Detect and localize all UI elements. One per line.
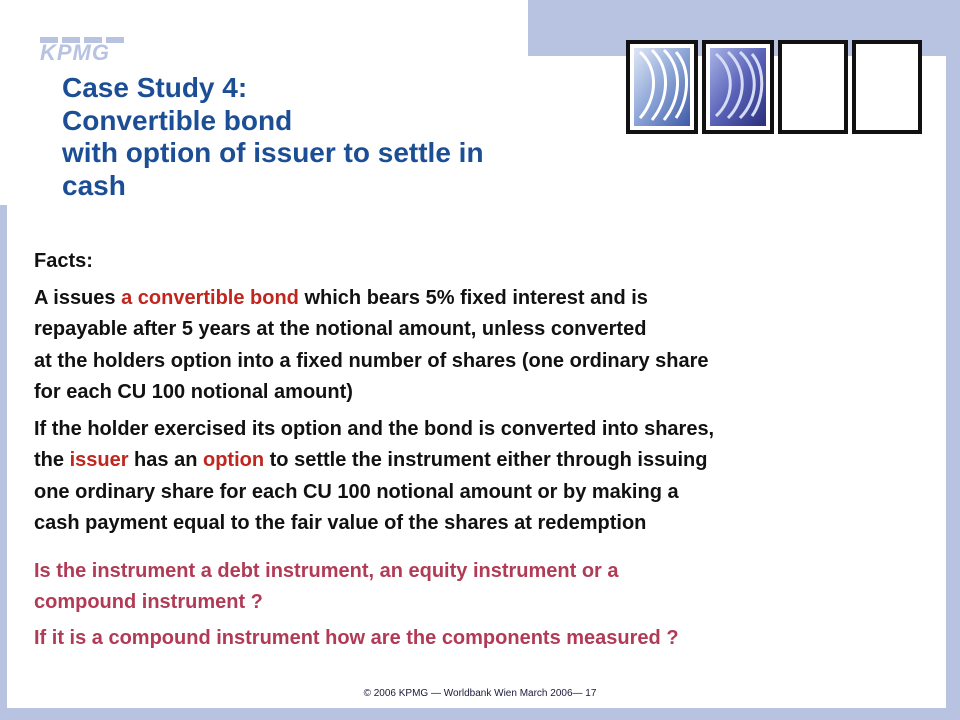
text-run: which bears 5% fixed interest and is [298,286,648,309]
facts-paragraph-2 [34,414,946,540]
title-line: with option of issuer to settle in [62,137,484,168]
highlight-issuer: issuer [69,449,129,471]
text-run: has an [128,449,203,471]
empty-frame [854,42,920,132]
bottom-decorative-band [0,708,960,720]
facts-paragraph-1 [34,283,946,409]
facts-p2-line-1: If the holder exercised its option and the bond is converted into shares, [34,417,715,440]
facts-p1-line-2: repayable after 5 years at the notional amount, unless converted [34,318,647,340]
photo-frame [628,42,696,132]
question-1-line-2: compound instrument ? [34,591,263,613]
logo-text: KPMG [40,40,110,64]
facts-p2-line-2 [34,445,946,477]
facts-p2-line-3: one ordinary share for each CU 100 notional amount or by making a [34,480,679,503]
photo-strip [626,40,924,136]
question-1-line-1: Is the instrument a debt instrument, an equity instrument or a [34,559,619,582]
title-line: cash [62,169,126,201]
facts-p1-line-3: at the holders option into a fixed number of shares (one ordinary share [34,349,709,372]
footer: © 2006 KPMG — Worldbank Wien March 2006— 17 [363,688,597,699]
title-line: Convertible bond [62,104,293,136]
kpmg-logo [36,34,140,64]
empty-frame [780,42,846,132]
highlight-convertible-bond: a convertible bond [121,286,299,309]
slide-body [34,246,946,654]
text-run: to settle the instrument either through issuing [264,449,708,471]
right-decorative-band [946,0,960,720]
question-2: If it is a compound instrument how are the components measured ? [34,626,679,649]
text-run: A issues [34,286,122,309]
facts-heading: Facts: [34,250,93,272]
left-decorative-band [0,205,7,720]
facts-p1-line-4: for each CU 100 notional amount) [34,381,353,403]
facts-p1-line-1 [34,283,946,315]
facts-p2-line-4: cash payment equal to the fair value of the shares at redemption [34,512,647,534]
photo-frame [704,42,772,132]
highlight-option: option [202,449,265,471]
title-line: Case Study 4: [62,72,248,103]
page-title [62,72,622,202]
text-run: the [34,449,70,471]
question-1 [34,556,946,619]
